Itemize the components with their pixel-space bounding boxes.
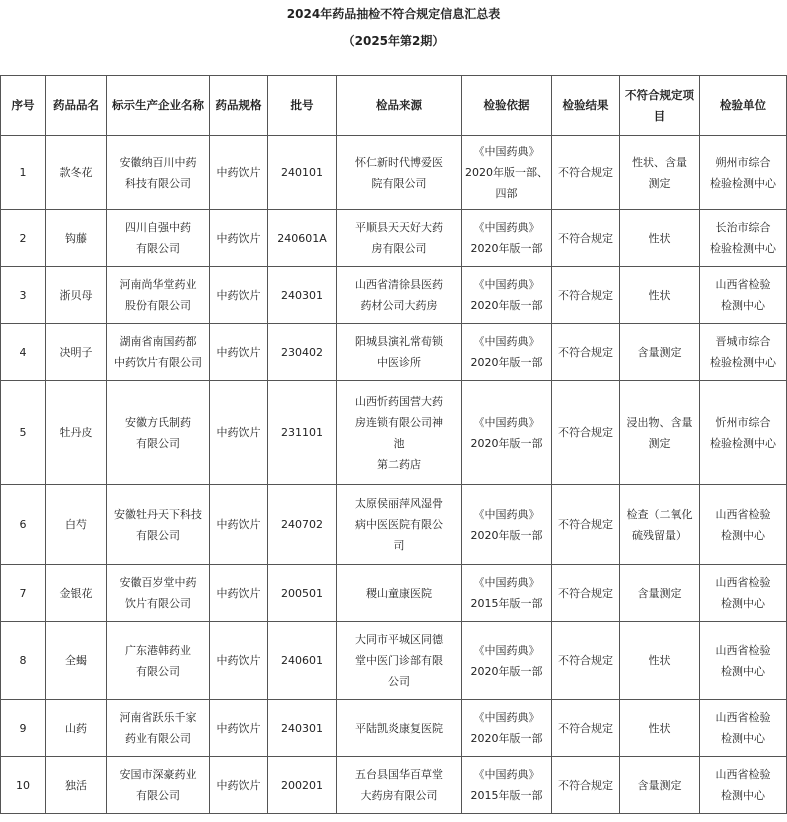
- testing-lab-line: 检验检测中心: [710, 436, 776, 450]
- table-row: [1, 700, 787, 757]
- sample-source-line: 堂中医门诊部有限: [355, 654, 443, 667]
- manufacturer-line: 有限公司: [136, 242, 180, 255]
- manufacturer-line: 科技有限公司: [125, 176, 191, 190]
- drug-spec-cell: 中药饮片: [210, 565, 268, 622]
- drug-name-cell: 独活: [46, 757, 107, 814]
- table-row: [1, 757, 787, 814]
- sample-source-line: 池: [393, 436, 405, 450]
- column-header: 序号: [1, 76, 46, 136]
- testing-lab-line: 检验检测中心: [710, 176, 776, 190]
- manufacturer-cell: [107, 700, 210, 757]
- manufacturer-line: 安徽方氏制药: [125, 415, 191, 429]
- batch-number-cell: 231101: [268, 381, 337, 485]
- row-number-cell: 6: [1, 485, 46, 565]
- nonconforming-items-cell: [620, 136, 700, 210]
- sample-source-line: 怀仁新时代博爱医: [355, 155, 443, 169]
- row-number-cell: 4: [1, 324, 46, 381]
- nonconforming-items-line: 硫残留量）: [632, 528, 687, 542]
- drug-name-cell: 白芍: [46, 485, 107, 565]
- manufacturer-line: 药业有限公司: [125, 732, 191, 745]
- test-result-cell: 不符合规定: [552, 565, 620, 622]
- test-basis-line: 《中国药典》: [473, 221, 540, 234]
- manufacturer-line: 安徽纳百川中药: [119, 155, 197, 169]
- column-header: 标示生产企业名称: [107, 76, 210, 136]
- test-result-cell: 不符合规定: [552, 622, 620, 700]
- testing-lab-line: 检测中心: [721, 528, 765, 542]
- sample-source-line: 房连锁有限公司神: [355, 415, 443, 429]
- manufacturer-line: 中药饮片有限公司: [114, 356, 202, 369]
- test-basis-cell: [462, 381, 552, 485]
- drug-spec-cell: 中药饮片: [210, 324, 268, 381]
- batch-number-cell: 240601A: [268, 210, 337, 267]
- testing-lab-line: 山西省检验: [715, 507, 771, 521]
- manufacturer-cell: [107, 324, 210, 381]
- manufacturer-line: 河南尚华堂药业: [119, 278, 197, 291]
- testing-lab-cell: [700, 700, 787, 757]
- test-basis-line: 《中国药典》: [473, 415, 540, 429]
- batch-number-cell: 240601: [268, 622, 337, 700]
- nonconforming-items-cell: [620, 210, 700, 267]
- drug-spec-cell: 中药饮片: [210, 136, 268, 210]
- testing-lab-line: 检验检测中心: [710, 356, 776, 369]
- batch-number-cell: 240301: [268, 267, 337, 324]
- sample-source-line: 房有限公司: [371, 242, 427, 255]
- testing-lab-cell: [700, 381, 787, 485]
- sample-source-line: 公司: [388, 675, 410, 688]
- manufacturer-line: 股份有限公司: [125, 299, 191, 312]
- manufacturer-line: 河南省跃乐千家: [119, 711, 197, 724]
- test-basis-line: 2015年版一部: [470, 597, 543, 610]
- column-header: 检品来源: [337, 76, 462, 136]
- testing-lab-cell: [700, 324, 787, 381]
- report-title: 2024年药品抽检不符合规定信息汇总表: [286, 7, 501, 21]
- nonconforming-items-line: 含量测定: [637, 778, 682, 792]
- test-basis-line: 《中国药典》: [473, 278, 540, 291]
- drug-name-cell: 山药: [46, 700, 107, 757]
- nonconforming-items-cell: [620, 565, 700, 622]
- table-header-row: [1, 76, 787, 136]
- test-result-cell: 不符合规定: [552, 267, 620, 324]
- column-header: 检验依据: [462, 76, 552, 136]
- sample-source-line: 稷山童康医院: [366, 586, 432, 600]
- manufacturer-cell: [107, 381, 210, 485]
- column-header: 检验单位: [700, 76, 787, 136]
- sample-source-line: 中医诊所: [377, 356, 421, 369]
- test-basis-line: 2020年版一部: [470, 242, 543, 255]
- nonconforming-items-line: 含量测定: [637, 586, 682, 600]
- row-number-cell: 7: [1, 565, 46, 622]
- manufacturer-line: 安徽牡丹天下科技: [114, 507, 202, 521]
- nonconforming-items-cell: [620, 324, 700, 381]
- table-row: [1, 267, 787, 324]
- test-basis-line: 《中国药典》: [473, 335, 540, 348]
- testing-lab-line: 检测中心: [721, 299, 765, 312]
- batch-number-cell: 240101: [268, 136, 337, 210]
- sample-source-cell: [337, 700, 462, 757]
- row-number-cell: 5: [1, 381, 46, 485]
- sample-source-line: 山西忻药国营大药: [355, 394, 443, 408]
- manufacturer-line: 饮片有限公司: [125, 597, 191, 610]
- manufacturer-cell: [107, 136, 210, 210]
- drug-name-cell: 款冬花: [46, 136, 107, 210]
- report-subtitle: （2025年第2期）: [342, 34, 445, 48]
- row-number-cell: 2: [1, 210, 46, 267]
- sample-source-cell: [337, 757, 462, 814]
- sample-source-line: 药材公司大药房: [360, 299, 438, 312]
- sample-source-cell: [337, 381, 462, 485]
- testing-lab-line: 长治市综合: [715, 221, 771, 234]
- test-basis-line: 2020年版一部、: [465, 166, 548, 179]
- testing-lab-cell: [700, 622, 787, 700]
- test-result-cell: 不符合规定: [552, 324, 620, 381]
- test-basis-cell: [462, 700, 552, 757]
- manufacturer-cell: [107, 210, 210, 267]
- column-header: 不符合规定项目: [620, 76, 700, 136]
- testing-lab-cell: [700, 485, 787, 565]
- manufacturer-line: 四川自强中药: [125, 221, 191, 234]
- batch-number-cell: 240702: [268, 485, 337, 565]
- table-row: [1, 210, 787, 267]
- table-row: [1, 622, 787, 700]
- test-basis-line: 2020年版一部: [470, 436, 543, 450]
- test-basis-cell: [462, 324, 552, 381]
- testing-lab-line: 山西省检验: [715, 643, 771, 657]
- row-number-cell: 1: [1, 136, 46, 210]
- nonconforming-items-line: 含量测定: [637, 345, 682, 359]
- nonconforming-items-line: 性状: [648, 654, 671, 667]
- inspection-table: [0, 75, 787, 814]
- nonconforming-items-line: 性状: [648, 231, 671, 245]
- testing-lab-line: 山西省检验: [715, 576, 771, 589]
- manufacturer-line: 湖南省南国药都: [119, 335, 197, 348]
- sample-source-line: 大同市平城区同德: [355, 633, 443, 646]
- testing-lab-line: 晋城市综合: [715, 335, 771, 348]
- test-basis-line: 《中国药典》: [473, 643, 540, 657]
- column-header: 批号: [268, 76, 337, 136]
- drug-name-cell: 金银花: [46, 565, 107, 622]
- nonconforming-items-line: 性状、含量: [632, 155, 687, 169]
- sample-source-line: 太原侯丽萍风湿骨: [355, 497, 443, 510]
- test-basis-line: 2020年版一部: [470, 664, 543, 678]
- table-row: [1, 324, 787, 381]
- test-basis-line: 四部: [495, 187, 518, 200]
- column-header: 检验结果: [552, 76, 620, 136]
- test-basis-line: 《中国药典》: [473, 576, 540, 589]
- sample-source-line: 山西省清徐县医药: [355, 278, 443, 291]
- drug-name-cell: 牡丹皮: [46, 381, 107, 485]
- manufacturer-cell: [107, 565, 210, 622]
- sample-source-line: 平陆凯炎康复医院: [355, 721, 443, 735]
- test-basis-cell: [462, 565, 552, 622]
- test-result-cell: 不符合规定: [552, 210, 620, 267]
- testing-lab-cell: [700, 267, 787, 324]
- sample-source-cell: [337, 622, 462, 700]
- sample-source-line: 第二药店: [377, 457, 421, 471]
- testing-lab-line: 山西省检验: [715, 278, 771, 291]
- testing-lab-line: 检测中心: [721, 664, 765, 678]
- test-basis-cell: [462, 757, 552, 814]
- drug-spec-cell: 中药饮片: [210, 485, 268, 565]
- drug-spec-cell: 中药饮片: [210, 210, 268, 267]
- test-basis-line: 2020年版一部: [470, 356, 543, 369]
- sample-source-cell: [337, 565, 462, 622]
- batch-number-cell: 240301: [268, 700, 337, 757]
- manufacturer-line: 广东港韩药业: [125, 643, 191, 657]
- drug-spec-cell: 中药饮片: [210, 622, 268, 700]
- manufacturer-cell: [107, 757, 210, 814]
- nonconforming-items-cell: [620, 381, 700, 485]
- row-number-cell: 3: [1, 267, 46, 324]
- manufacturer-cell: [107, 622, 210, 700]
- batch-number-cell: 200201: [268, 757, 337, 814]
- test-basis-line: 《中国药典》: [473, 768, 540, 781]
- sample-source-line: 五台县国华百草堂: [355, 768, 443, 781]
- test-result-cell: 不符合规定: [552, 136, 620, 210]
- manufacturer-line: 安国市深豪药业: [119, 768, 197, 781]
- row-number-cell: 8: [1, 622, 46, 700]
- testing-lab-line: 忻州市综合: [715, 415, 771, 429]
- drug-spec-cell: 中药饮片: [210, 381, 268, 485]
- test-basis-cell: [462, 210, 552, 267]
- testing-lab-line: 检测中心: [721, 732, 765, 745]
- manufacturer-cell: [107, 267, 210, 324]
- testing-lab-cell: [700, 210, 787, 267]
- test-basis-cell: [462, 485, 552, 565]
- manufacturer-line: 有限公司: [136, 789, 180, 802]
- test-result-cell: 不符合规定: [552, 485, 620, 565]
- manufacturer-cell: [107, 485, 210, 565]
- batch-number-cell: 200501: [268, 565, 337, 622]
- drug-name-cell: 决明子: [46, 324, 107, 381]
- table-row: [1, 136, 787, 210]
- test-result-cell: 不符合规定: [552, 757, 620, 814]
- column-header: 药品品名: [46, 76, 107, 136]
- sample-source-line: 平顺县天天好大药: [355, 221, 443, 234]
- drug-name-cell: 浙贝母: [46, 267, 107, 324]
- nonconforming-items-line: 性状: [648, 721, 671, 735]
- test-basis-line: 2020年版一部: [470, 299, 543, 312]
- sample-source-cell: [337, 324, 462, 381]
- test-basis-cell: [462, 267, 552, 324]
- test-result-cell: 不符合规定: [552, 381, 620, 485]
- drug-spec-cell: 中药饮片: [210, 267, 268, 324]
- test-basis-cell: [462, 136, 552, 210]
- testing-lab-line: 检验检测中心: [710, 242, 776, 255]
- sample-source-line: 司: [393, 539, 405, 552]
- sample-source-line: 大药房有限公司: [360, 789, 438, 802]
- nonconforming-items-line: 测定: [648, 176, 671, 190]
- testing-lab-cell: [700, 565, 787, 622]
- test-basis-cell: [462, 622, 552, 700]
- testing-lab-line: 山西省检验: [715, 711, 771, 724]
- test-basis-line: 2015年版一部: [470, 789, 543, 802]
- sample-source-cell: [337, 210, 462, 267]
- sample-source-cell: [337, 485, 462, 565]
- row-number-cell: 9: [1, 700, 46, 757]
- sample-source-line: 院有限公司: [371, 176, 427, 190]
- batch-number-cell: 230402: [268, 324, 337, 381]
- sample-source-cell: [337, 136, 462, 210]
- manufacturer-line: 安徽百岁堂中药: [119, 576, 197, 589]
- column-header: 药品规格: [210, 76, 268, 136]
- nonconforming-items-line: 浸出物、含量: [626, 415, 693, 429]
- table-body: [1, 136, 787, 814]
- nonconforming-items-line: 性状: [648, 288, 671, 302]
- drug-spec-cell: 中药饮片: [210, 757, 268, 814]
- testing-lab-line: 山西省检验: [715, 768, 771, 781]
- nonconforming-items-line: 检查（二氧化: [626, 507, 693, 521]
- test-basis-line: 《中国药典》: [473, 507, 540, 521]
- drug-name-cell: 钩藤: [46, 210, 107, 267]
- nonconforming-items-cell: [620, 267, 700, 324]
- drug-name-cell: 全蝎: [46, 622, 107, 700]
- sample-source-cell: [337, 267, 462, 324]
- table-row: [1, 381, 787, 485]
- nonconforming-items-cell: [620, 700, 700, 757]
- table-row: [1, 565, 787, 622]
- test-basis-line: 2020年版一部: [470, 528, 543, 542]
- table-row: [1, 485, 787, 565]
- manufacturer-line: 有限公司: [136, 664, 180, 678]
- testing-lab-line: 检测中心: [721, 597, 765, 610]
- testing-lab-line: 检测中心: [721, 789, 765, 802]
- sample-source-line: 病中医医院有限公: [355, 518, 443, 531]
- testing-lab-cell: [700, 757, 787, 814]
- nonconforming-items-cell: [620, 757, 700, 814]
- drug-spec-cell: 中药饮片: [210, 700, 268, 757]
- manufacturer-line: 有限公司: [136, 528, 180, 542]
- test-basis-line: 《中国药典》: [473, 711, 540, 724]
- test-basis-line: 《中国药典》: [473, 145, 540, 158]
- nonconforming-items-cell: [620, 485, 700, 565]
- nonconforming-items-line: 测定: [648, 436, 671, 450]
- sample-source-line: 阳城县演礼常荀锁: [355, 335, 443, 348]
- manufacturer-line: 有限公司: [136, 436, 180, 450]
- nonconforming-items-cell: [620, 622, 700, 700]
- test-result-cell: 不符合规定: [552, 700, 620, 757]
- row-number-cell: 10: [1, 757, 46, 814]
- testing-lab-cell: [700, 136, 787, 210]
- testing-lab-line: 朔州市综合: [715, 155, 771, 169]
- test-basis-line: 2020年版一部: [470, 732, 543, 745]
